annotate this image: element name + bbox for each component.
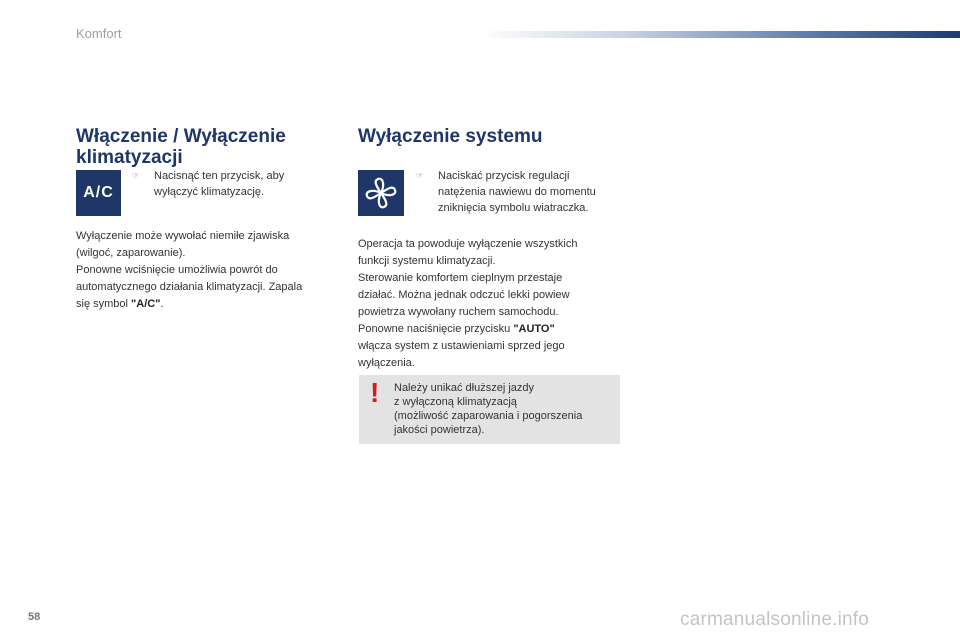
right-para-line: powietrza wywołany ruchem samochodu. <box>358 306 559 318</box>
fan-icon <box>358 170 404 216</box>
right-bullet <box>416 168 626 218</box>
ac-icon-label: A/C <box>83 184 114 201</box>
warning-line: jakości powietrza). <box>394 424 485 436</box>
para-text: . <box>160 298 164 310</box>
ac-button-icon <box>76 170 121 216</box>
right-para-line <box>358 321 618 338</box>
left-para-line <box>76 296 326 313</box>
right-heading: Wyłączenie systemu <box>358 126 543 147</box>
warning-line: (możliwość zaparowania i pogorszenia <box>394 410 583 422</box>
left-para-line: automatycznego działania klimatyzacji. Zapala <box>76 281 303 293</box>
right-para-line: włącza system z ustawieniami sprzed jego <box>358 340 565 352</box>
watermark: carmanualsonline.info <box>680 609 870 630</box>
left-heading <box>76 126 336 168</box>
para-text: Ponowne naciśnięcie przycisku <box>358 323 514 335</box>
right-bullet-text <box>438 168 596 216</box>
pointing-hand-icon: ☞ <box>132 171 140 180</box>
left-para-line: Ponowne wciśnięcie umożliwia powrót do <box>76 264 278 276</box>
warning-line: Należy unikać dłuższej jazdy <box>394 382 535 394</box>
warning-text <box>394 381 614 437</box>
right-paragraph <box>358 236 618 372</box>
left-para-line: Wyłączenie może wywołać niemiłe zjawiska <box>76 230 290 242</box>
right-para-line: Sterowanie komfortem cieplnym przestaje <box>358 272 563 284</box>
pointing-hand-icon: ☞ <box>416 171 424 180</box>
left-para-line: (wilgoć, zaparowanie). <box>76 247 186 259</box>
right-para-line: wyłączenia. <box>358 357 415 369</box>
left-bullet-line: Nacisnąć ten przycisk, aby <box>154 170 285 182</box>
right-para-line: funkcji systemu klimatyzacji. <box>358 255 496 267</box>
left-paragraph <box>76 228 326 313</box>
left-bullet-text <box>154 168 284 200</box>
left-heading-line2: klimatyzacji <box>76 147 183 168</box>
right-bullet-line: natężenia nawiewu do momentu <box>438 186 596 198</box>
right-bullet-line: Naciskać przycisk regulacji <box>438 170 570 182</box>
header-gradient-bar <box>480 31 960 38</box>
warning-line: z wyłączoną klimatyzacją <box>394 396 517 408</box>
left-bullet-line: wyłączyć klimatyzację. <box>154 186 265 198</box>
left-heading-line1: Włączenie / Wyłączenie <box>76 126 286 147</box>
right-para-line: Operacja ta powoduje wyłączenie wszystkich <box>358 238 578 250</box>
warning-exclamation-icon: ! <box>370 377 380 408</box>
left-bullet <box>132 168 322 202</box>
section-title: Komfort <box>76 26 122 41</box>
right-bullet-line: zniknięcia symbolu wiatraczka. <box>438 202 589 214</box>
page-number: 58 <box>28 611 41 623</box>
auto-button-text: "AUTO" <box>513 323 555 335</box>
fan-icon-graphic <box>363 175 399 211</box>
right-para-line: działać. Można jednak odczuć lekki powiew <box>358 289 570 301</box>
para-text: się symbol <box>76 298 132 310</box>
ac-symbol-text: "A/C" <box>131 298 161 310</box>
